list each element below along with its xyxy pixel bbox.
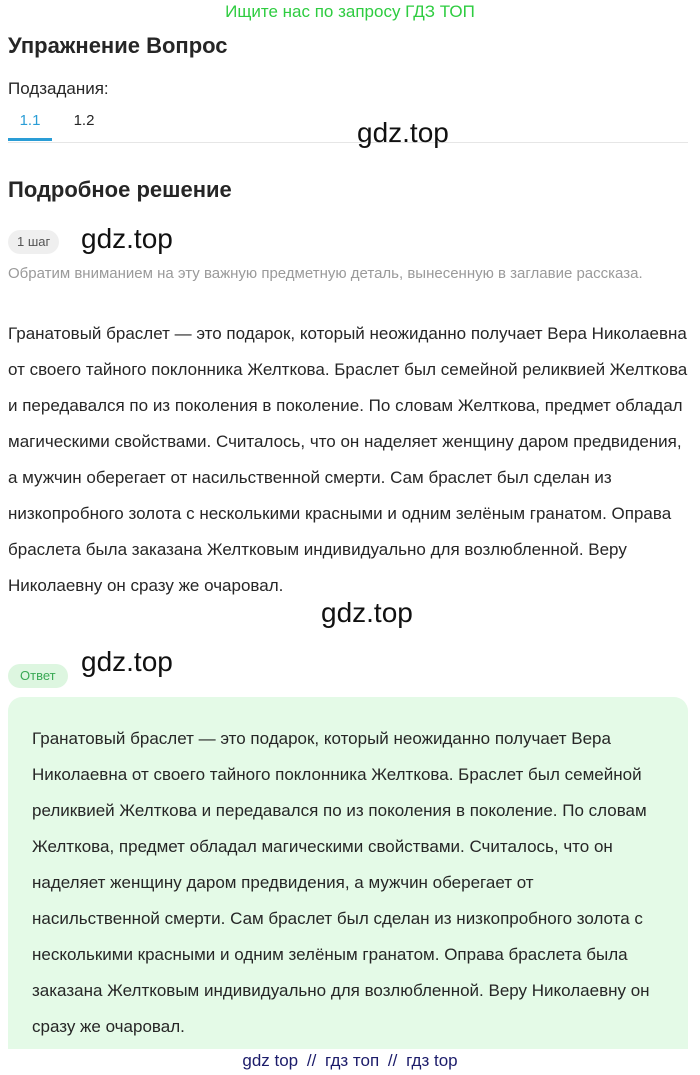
- tab-subtask-1-2[interactable]: 1.2: [73, 112, 95, 129]
- answer-badge: Ответ: [8, 664, 68, 688]
- subtasks-label: Подзадания:: [8, 79, 109, 98]
- footer-link-gdz-top[interactable]: gdz top: [242, 1051, 299, 1070]
- footer-link-gdz-top-mixed[interactable]: гдз top: [406, 1051, 458, 1070]
- answer-box: [8, 697, 688, 1049]
- footer-separator: //: [306, 1051, 317, 1070]
- answer-text: Гранатовый браслет — это подарок, который неожиданно получает Вера Николаевна от своего тайного поклонника Желткова. Браслет был семейной реликвией Желткова и передавался по из поколения в поколение. По словам Желткова, предмет обладал магическими свойствами. Считалось, что он наделяет женщину даром предвидения, а мужчин оберегает от насильственной смерти. Сам браслет был сделан из низкопробного золота с несколькими красными и одним зелёным гранатом. Оправа браслета была заказана Желтковым индивидуально для возлюбленной. Веру Николаевну он сразу же очаровал.: [32, 729, 650, 1036]
- watermark: gdz.top: [81, 646, 173, 677]
- step-hint: Обратим вниманием на эту важную предметную деталь, вынесенную в заглавие рассказа.: [8, 265, 643, 282]
- solution-title: Подробное решение: [8, 177, 232, 202]
- watermark: gdz.top: [321, 597, 413, 628]
- top-banner[interactable]: Ищите нас по запросу ГДЗ ТОП: [225, 2, 475, 21]
- tab-subtask-1-1[interactable]: 1.1: [8, 108, 52, 141]
- footer-links: [0, 1049, 700, 1075]
- step-badge: 1 шаг: [8, 230, 59, 254]
- watermark: gdz.top: [81, 223, 173, 254]
- exercise-title: Упражнение Вопрос: [8, 33, 228, 58]
- watermark: gdz.top: [357, 117, 449, 148]
- subtask-tabs: [8, 108, 688, 143]
- footer-separator: //: [387, 1051, 398, 1070]
- step-solution-text: Гранатовый браслет — это подарок, который неожиданно получает Вера Николаевна от своего тайного поклонника Желткова. Браслет был семейной реликвией Желткова и передавался по из поколения в поколение. По словам Желткова, предмет обладал магическими свойствами. Считалось, что он наделяет женщину даром предвидения, а мужчин оберегает от насильственной смерти. Сам браслет был сделан из низкопробного золота с несколькими красными и одним зелёным гранатом. Оправа браслета была заказана Желтковым индивидуально для возлюбленной. Веру Николаевну он сразу же очаровал.: [8, 324, 688, 595]
- footer-link-gdz-top-ru[interactable]: гдз топ: [325, 1051, 380, 1070]
